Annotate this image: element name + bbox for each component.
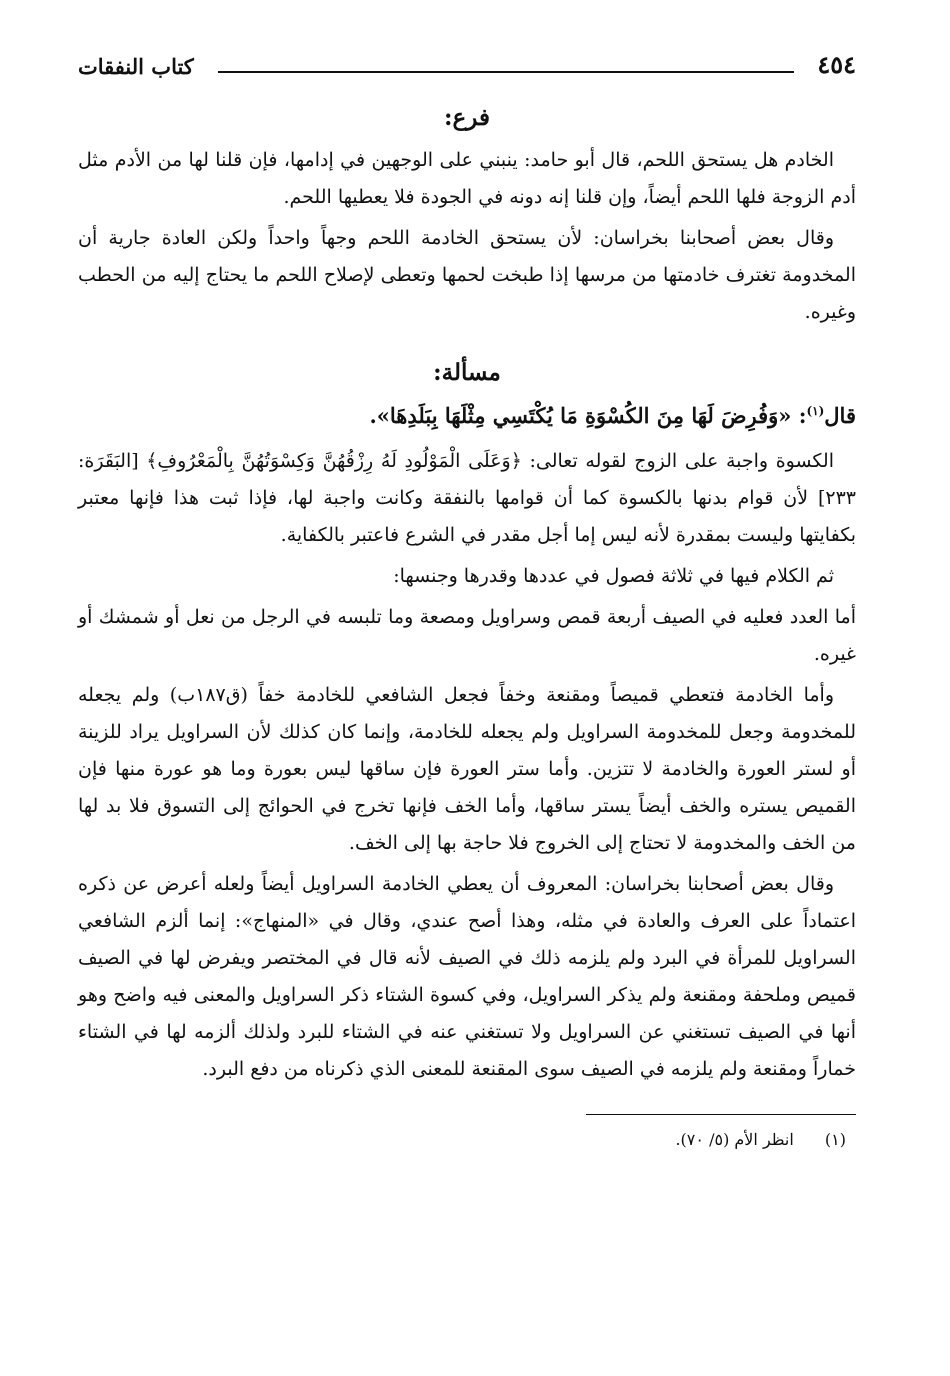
paragraph: وقال بعض أصحابنا بخراسان: لأن يستحق الخادمة اللحم وجهاً واحداً ولكن العادة جارية أن المخدومة تغترف خادمتها من مرسها إذا طبخت لحمها وتعطى لإصلاح اللحم ما يحتاج إليه من الحطب وغيره. [78, 227, 856, 323]
footnote-number: (١) [824, 1130, 846, 1149]
section-heading-masala: مسألة: [433, 359, 501, 386]
book-title: كتاب النفقات [78, 54, 194, 79]
paragraph: الكسوة واجبة على الزوج لقوله تعالى: ﴿وَعَلَى الْمَوْلُودِ لَهُ رِزْقُهُنَّ وَكِسْوَتُهُنَّ بِالْمَعْرُوفِ﴾ [البَقَرَة: ٢٣٣] لأن قوام بدنها بالكسوة كما أن قوامها بالنفقة وكانت واجبة لها، فإذا ثبت هذا فإنها معتبر بكفايتها وليست بمقدرة لأنه ليس إما أجل مقدر في الشرع فاعتبر بالكفاية. [78, 450, 856, 546]
book-page [78, 40, 856, 1153]
paragraph: أما العدد فعليه في الصيف أربعة قمص وسراويل ومصعة وما تلبسه في الرجل من نعل أو شمشك أو غيره. [78, 606, 856, 665]
matn-quote [78, 397, 856, 435]
paragraph: وقال بعض أصحابنا بخراسان: المعروف أن يعطي الخادمة السراويل أيضاً ولعله أعرض عن ذكره اعتماداً على العرف والعادة في مثله، وهذا أصح عندي، وقال في «المنهاج»: إنما ألزم الشافعي السراويل للمرأة في البرد ولم يلزمه ذلك في الصيف لأنه قال في المختصر ويفرض لها في الصيف قميص وملحفة ومقنعة ولم يذكر السراويل، وفي كسوة الشتاء ذكر السراويل والمعنى فيه واضح وهو أنها في الصيف تستغني عن السراويل ولا تستغني عنه في الشتاء للبرد ولذلك ألزمه لها في الشتاء خماراً ومقنعة ولم يلزمه في الصيف سوى المقنعة للمعنى الذي ذكرناه من دفع البرد. [78, 873, 856, 1080]
footnote-text: انظر الأم (٥/ ٧٠). [675, 1130, 794, 1149]
paragraph: ثم الكلام فيها في ثلاثة فصول في عددها وقدرها وجنسها: [393, 565, 834, 587]
running-head [78, 40, 856, 80]
paragraph: الخادم هل يستحق اللحم، قال أبو حامد: ينبني على الوجهين في إدامها، فإن قلنا لها من الأدم مثل أدم الزوجة فلها اللحم أيضاً، وإن قلنا إنه دونه في الجودة فلا يعطيها اللحم. [78, 149, 856, 208]
header-rule [218, 71, 794, 73]
page-number: ٤٥٤ [817, 50, 856, 79]
paragraph: وأما الخادمة فتعطي قميصاً ومقنعة وخفاً فجعل الشافعي للخادمة خفاً (ق١٨٧ب) ولم يجعله للمخدومة وجعل للمخدومة السراويل ولم يجعله للخادمة، وإنما كان كذلك لأن السراويل يراد للزينة أو لستر العورة والخادمة لا تتزين. وأما ستر العورة فإن ساقها ليس بعورة وما هو عورة منها فإن القميص يستره والخف أيضاً يستر ساقها، وأما الخف فإنها تخرج في الحوائج إلى التسوق فلا بد لها من الخف والمخدومة لا تحتاج إلى الخروج فلا حاجة بها إلى الخف. [78, 684, 856, 854]
footnote-rule [586, 1114, 856, 1115]
matn-prefix: قال [824, 403, 856, 428]
matn-text: : «وَفُرِضَ لَهَا مِنَ الكُسْوَةِ مَا يُكْتَسِي مِثْلَهَا بِبَلَدِهَا». [369, 403, 807, 428]
footnote [78, 1127, 846, 1153]
section-heading-far: فرع: [444, 104, 490, 131]
footnote-marker: (١) [806, 404, 825, 418]
